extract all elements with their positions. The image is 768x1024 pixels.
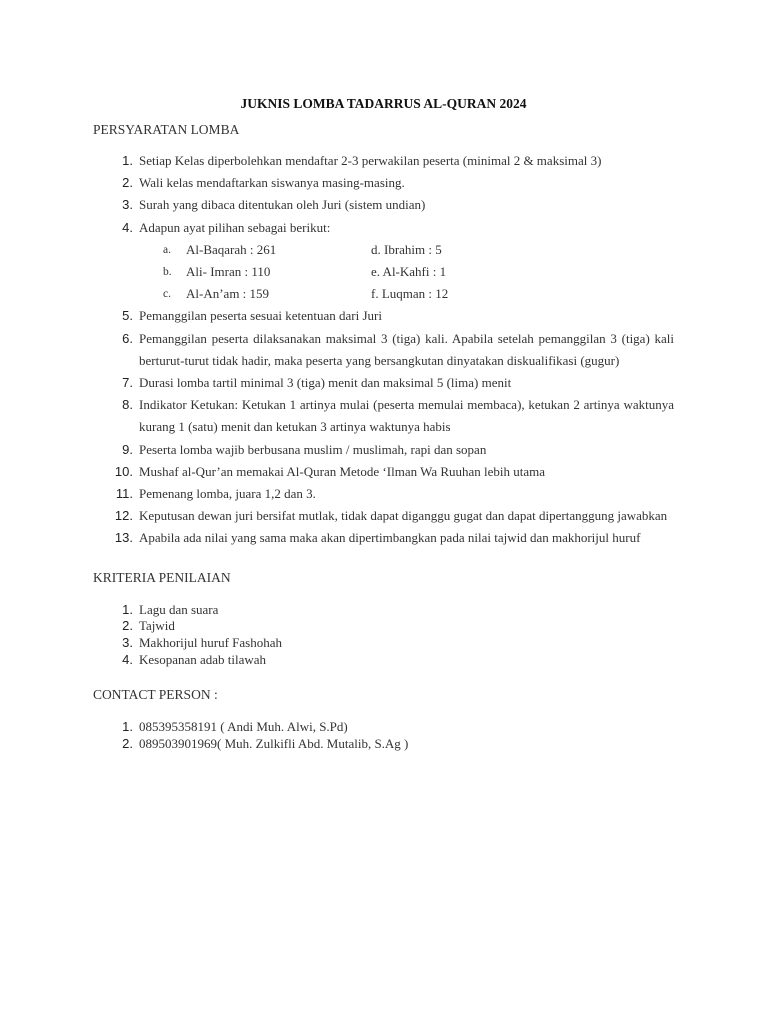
item-text: 085395358191 ( Andi Muh. Alwi, S.Pd) xyxy=(139,719,348,735)
verse-right: f. Luqman : 12 xyxy=(371,286,449,302)
criteria-item xyxy=(93,635,674,652)
item-text: Apabila ada nilai yang sama maka akan dipertimbangkan pada nilai tajwid dan makhorijul huruf xyxy=(139,530,641,546)
verse-left: Ali- Imran : 110 xyxy=(186,264,271,280)
contact-item xyxy=(93,736,674,753)
verse-row xyxy=(163,283,448,305)
item-text: Lagu dan suara xyxy=(139,601,219,617)
item-number: 7. xyxy=(122,375,133,391)
item-number: 1. xyxy=(122,601,133,617)
verse-right: d. Ibrahim : 5 xyxy=(371,241,442,257)
item-number: 12. xyxy=(114,508,133,524)
requirement-item xyxy=(93,483,674,505)
item-text: Makhorijul huruf Fashohah xyxy=(139,635,282,651)
item-number: 9. xyxy=(122,441,133,457)
item-number: 5. xyxy=(122,308,133,324)
requirement-item xyxy=(93,217,674,239)
criteria-heading: KRITERIA PENILAIAN xyxy=(93,569,231,585)
item-text: Pemanggilan peserta sesuai ketentuan dari Juri xyxy=(139,308,382,324)
item-number: 1. xyxy=(122,153,133,168)
requirements-list xyxy=(93,150,674,239)
item-text: 089503901969( Muh. Zulkifli Abd. Mutalib, S.Ag ) xyxy=(139,736,409,752)
item-text: Kesopanan adab tilawah xyxy=(139,651,267,667)
item-number: 2. xyxy=(122,618,133,634)
requirement-item xyxy=(93,172,674,194)
item-text: Peserta lomba wajib berbusana muslim / muslimah, rapi dan sopan xyxy=(139,441,487,457)
verse-letter: a. xyxy=(163,243,171,256)
verse-letter: c. xyxy=(163,288,171,301)
item-text: Indikator Ketukan: Ketukan 1 artinya mulai (peserta memulai membaca), ketukan 2 artinya waktunya kurang 1 (satu) menit dan ketukan 3 artinya waktunya habis xyxy=(139,397,674,435)
contact-list xyxy=(93,719,674,752)
item-number: 10. xyxy=(114,463,133,479)
item-number: 11. xyxy=(115,486,133,502)
requirement-item xyxy=(93,527,674,549)
criteria-list xyxy=(93,602,674,669)
item-number: 13. xyxy=(114,530,133,546)
item-text: Pemanggilan peserta dilaksanakan maksimal 3 (tiga) kali. Apabila setelah pemanggilan 3 (tiga) kali berturut-turut tidak hadir, maka peserta yang bersangkutan dinyatakan diskualifikasi (gugur) xyxy=(139,330,674,368)
requirement-item xyxy=(93,394,674,438)
item-number: 2. xyxy=(122,736,133,752)
item-text: Durasi lomba tartil minimal 3 (tiga) menit dan maksimal 5 (lima) menit xyxy=(139,375,512,391)
requirement-item xyxy=(93,328,674,372)
verse-row xyxy=(163,261,448,283)
item-number: 8. xyxy=(122,397,133,413)
requirements-heading: PERSYARATAN LOMBA xyxy=(93,122,240,137)
item-text: Surah yang dibaca ditentukan oleh Juri (sistem undian) xyxy=(139,197,426,213)
requirement-item xyxy=(93,194,674,216)
item-number: 2. xyxy=(122,175,133,191)
item-number: 4. xyxy=(122,219,133,235)
item-text: Tajwid xyxy=(139,618,175,634)
item-number: 4. xyxy=(122,651,133,667)
requirement-item xyxy=(93,150,674,172)
verse-letter: b. xyxy=(163,266,172,279)
criteria-item xyxy=(93,618,674,635)
item-number: 3. xyxy=(122,635,133,651)
criteria-item xyxy=(93,602,674,619)
requirement-item xyxy=(93,305,674,327)
requirement-item xyxy=(93,439,674,461)
document-title: JUKNIS LOMBA TADARRUS AL-QURAN 2024 xyxy=(240,96,527,111)
verse-right: e. Al-Kahfi : 1 xyxy=(371,264,447,280)
contact-item xyxy=(93,719,674,736)
criteria-item xyxy=(93,652,674,669)
verse-choice-table xyxy=(163,239,448,306)
item-number: 1. xyxy=(122,719,133,735)
item-text: Keputusan dewan juri bersifat mutlak, tidak dapat diganggu gugat dan dapat dipertanggung jawabkan xyxy=(139,508,668,524)
verse-row xyxy=(163,239,448,261)
item-text: Wali kelas mendaftarkan siswanya masing-masing. xyxy=(139,175,405,191)
requirement-item xyxy=(93,372,674,394)
requirement-item xyxy=(93,461,674,483)
verse-left: Al-An’am : 159 xyxy=(186,286,270,302)
requirement-item xyxy=(93,505,674,527)
item-text: Setiap Kelas diperbolehkan mendaftar 2-3 perwakilan peserta (minimal 2 & maksimal 3) xyxy=(139,153,602,168)
item-text: Pemenang lomba, juara 1,2 dan 3. xyxy=(139,486,316,502)
item-number: 3. xyxy=(122,197,133,213)
item-text: Adapun ayat pilihan sebagai berikut: xyxy=(139,219,331,235)
item-text: Mushaf al-Qur’an memakai Al-Quran Metode ‘Ilman Wa Ruuhan lebih utama xyxy=(139,463,546,479)
item-number: 6. xyxy=(122,330,133,346)
document-page xyxy=(93,94,674,753)
requirements-list-continued xyxy=(93,305,674,549)
contact-heading: CONTACT PERSON : xyxy=(93,687,218,703)
verse-left: Al-Baqarah : 261 xyxy=(186,241,277,257)
